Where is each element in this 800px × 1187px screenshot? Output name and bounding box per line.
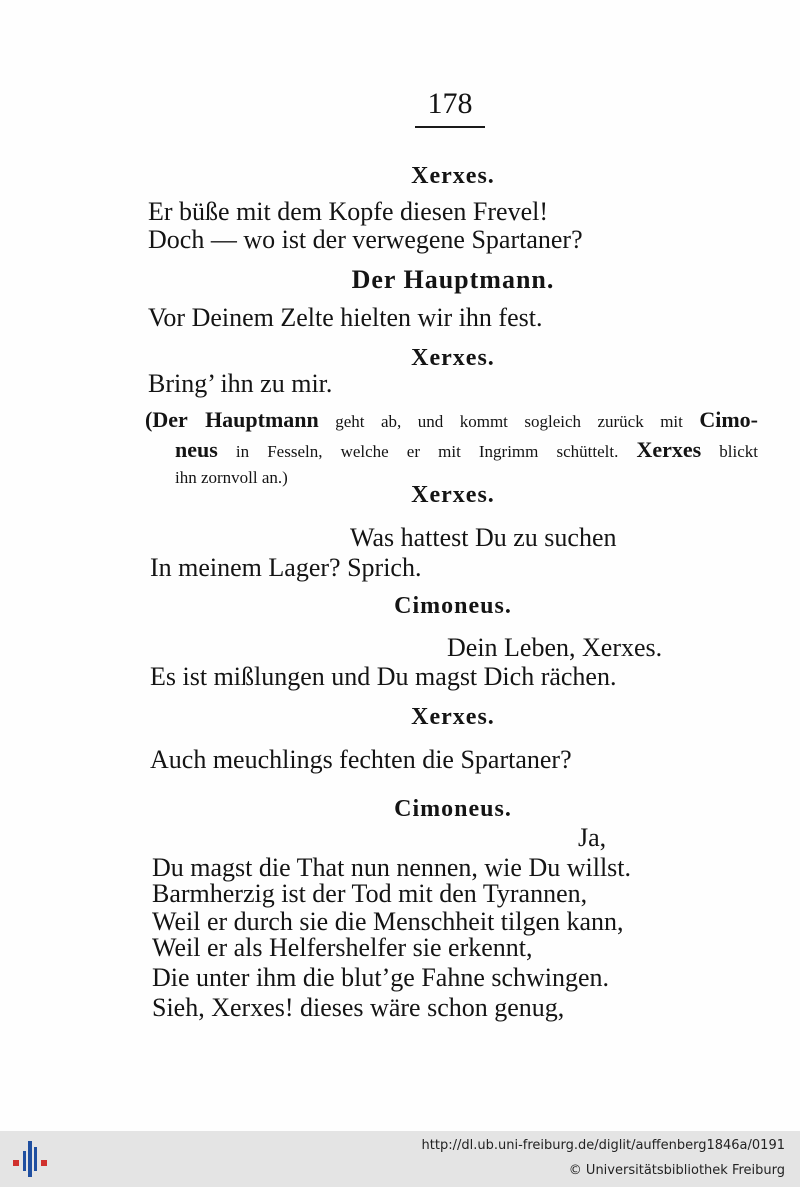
verse-line: Vor Deinem Zelte hielten wir ihn fest. <box>148 303 543 332</box>
speaker-name: Cimoneus. <box>394 796 512 822</box>
verse-line: Er büße mit dem Kopfe diesen Frevel! <box>148 197 548 226</box>
page-number: 178 <box>427 87 473 120</box>
stage-name: Xerxes <box>636 437 702 462</box>
verse-line: Die unter ihm die blut’ge Fahne schwingen. <box>152 963 610 992</box>
library-footer <box>0 1131 800 1187</box>
verse-line: Auch meuchlings fechten die Spartaner? <box>150 745 572 774</box>
verse-line: Doch — wo ist der verwegene Spartaner? <box>148 225 583 254</box>
stage-name: Cimo- <box>699 407 758 432</box>
stage-text: in Fesseln, welche er mit Ingrimm schüttelt. <box>217 442 637 461</box>
speaker-name: Xerxes. <box>411 163 495 189</box>
verse-line: Weil er als Helfershelfer sie erkennt, <box>152 933 533 962</box>
verse-line: Ja, <box>578 823 607 852</box>
stage-name: neus <box>175 437 218 462</box>
stage-text: geht ab, und kommt sogleich zurück mit <box>318 412 700 431</box>
speaker-name: Cimoneus. <box>394 593 512 619</box>
document-url-link[interactable]: http://dl.ub.uni-freiburg.de/diglit/auffenberg1846a/0191 <box>421 1138 785 1153</box>
copyright-notice: © Universitätsbibliothek Freiburg <box>568 1163 785 1178</box>
verse-line: Barmherzig ist der Tod mit den Tyrannen, <box>152 879 588 908</box>
verse-line: Was hattest Du zu suchen <box>350 523 617 552</box>
stage-direction-line <box>145 406 758 436</box>
verse-line: Bring’ ihn zu mir. <box>148 369 333 398</box>
verse-line: In meinem Lager? Sprich. <box>150 553 422 582</box>
speaker-name: Xerxes. <box>411 345 495 371</box>
verse-line: Dein Leben, Xerxes. <box>447 633 663 662</box>
stage-text: blickt <box>701 442 759 461</box>
speaker-name: Xerxes. <box>411 704 495 730</box>
verse-line: Du magst die That nun nennen, wie Du willst. <box>152 853 632 882</box>
verse-line: Sieh, Xerxes! dieses wäre schon genug, <box>152 993 565 1022</box>
page-number-rule <box>415 126 485 128</box>
speaker-name: Der Hauptmann. <box>351 265 555 294</box>
ub-freiburg-logo-icon <box>8 1137 52 1181</box>
stage-direction-line <box>175 436 758 466</box>
speaker-name: Xerxes. <box>411 482 495 508</box>
verse-line: Es ist mißlungen und Du magst Dich rächen. <box>150 662 617 691</box>
stage-name: (Der Hauptmann <box>145 407 319 432</box>
stage-text: ihn zornvoll an.) <box>175 468 288 487</box>
verse-line: Weil er durch sie die Menschheit tilgen kann, <box>152 907 624 936</box>
